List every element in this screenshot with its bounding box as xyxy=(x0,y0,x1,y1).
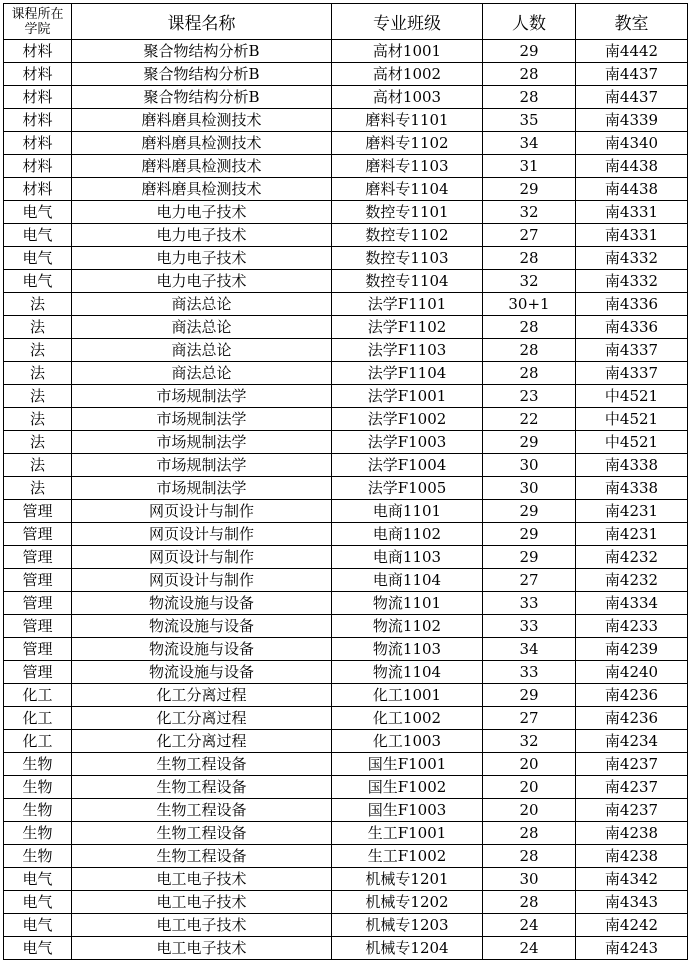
course-cell: 物流设施与设备 xyxy=(72,661,332,684)
count-cell: 33 xyxy=(483,615,576,638)
table-row xyxy=(4,385,688,408)
class-cell: 机械专1201 xyxy=(332,868,483,891)
college-cell: 材料 xyxy=(4,86,72,109)
college-cell: 法 xyxy=(4,477,72,500)
class-cell: 数控专1103 xyxy=(332,247,483,270)
count-cell: 27 xyxy=(483,224,576,247)
course-cell: 磨料磨具检测技术 xyxy=(72,155,332,178)
course-cell: 商法总论 xyxy=(72,362,332,385)
class-cell: 国生F1001 xyxy=(332,753,483,776)
college-cell: 法 xyxy=(4,293,72,316)
count-cell: 27 xyxy=(483,707,576,730)
table-row xyxy=(4,178,688,201)
room-cell: 南4238 xyxy=(576,845,688,868)
college-cell: 电气 xyxy=(4,914,72,937)
class-cell: 法学F1103 xyxy=(332,339,483,362)
college-cell: 管理 xyxy=(4,592,72,615)
table-row xyxy=(4,109,688,132)
table-row xyxy=(4,408,688,431)
count-cell: 29 xyxy=(483,523,576,546)
college-cell: 法 xyxy=(4,408,72,431)
table-row xyxy=(4,730,688,753)
college-cell: 法 xyxy=(4,385,72,408)
table-row xyxy=(4,362,688,385)
room-cell: 南4338 xyxy=(576,454,688,477)
college-cell: 电气 xyxy=(4,868,72,891)
college-cell: 管理 xyxy=(4,638,72,661)
course-cell: 电力电子技术 xyxy=(72,201,332,224)
college-cell: 管理 xyxy=(4,546,72,569)
header-college xyxy=(4,4,72,40)
table-row xyxy=(4,293,688,316)
course-cell: 电工电子技术 xyxy=(72,891,332,914)
room-cell: 南4332 xyxy=(576,270,688,293)
table-row xyxy=(4,937,688,960)
count-cell: 28 xyxy=(483,845,576,868)
college-cell: 材料 xyxy=(4,155,72,178)
college-cell: 电气 xyxy=(4,247,72,270)
room-cell: 南4238 xyxy=(576,822,688,845)
course-cell: 生物工程设备 xyxy=(72,753,332,776)
course-cell: 电工电子技术 xyxy=(72,937,332,960)
count-cell: 30 xyxy=(483,454,576,477)
college-cell: 材料 xyxy=(4,63,72,86)
class-cell: 高材1002 xyxy=(332,63,483,86)
table-row xyxy=(4,546,688,569)
count-cell: 28 xyxy=(483,86,576,109)
course-cell: 市场规制法学 xyxy=(72,385,332,408)
college-cell: 电气 xyxy=(4,224,72,247)
college-cell: 管理 xyxy=(4,661,72,684)
course-cell: 市场规制法学 xyxy=(72,454,332,477)
college-cell: 材料 xyxy=(4,40,72,63)
course-cell: 磨料磨具检测技术 xyxy=(72,178,332,201)
header-college-line1: 课程所在 xyxy=(11,6,64,22)
room-cell: 中4521 xyxy=(576,408,688,431)
course-cell: 化工分离过程 xyxy=(72,684,332,707)
class-cell: 法学F1102 xyxy=(332,316,483,339)
count-cell: 28 xyxy=(483,63,576,86)
class-cell: 物流1102 xyxy=(332,615,483,638)
course-cell: 生物工程设备 xyxy=(72,845,332,868)
table-row xyxy=(4,155,688,178)
college-cell: 法 xyxy=(4,316,72,339)
room-cell: 南4337 xyxy=(576,339,688,362)
room-cell: 南4336 xyxy=(576,316,688,339)
room-cell: 南4438 xyxy=(576,178,688,201)
room-cell: 中4521 xyxy=(576,385,688,408)
room-cell: 南4237 xyxy=(576,799,688,822)
count-cell: 24 xyxy=(483,937,576,960)
table-row xyxy=(4,845,688,868)
room-cell: 南4331 xyxy=(576,201,688,224)
college-cell: 生物 xyxy=(4,776,72,799)
room-cell: 南4243 xyxy=(576,937,688,960)
table-row xyxy=(4,707,688,730)
room-cell: 南4237 xyxy=(576,753,688,776)
table-row xyxy=(4,270,688,293)
college-cell: 电气 xyxy=(4,891,72,914)
college-cell: 法 xyxy=(4,431,72,454)
room-cell: 南4334 xyxy=(576,592,688,615)
header-course: 课程名称 xyxy=(72,4,332,40)
table-row xyxy=(4,638,688,661)
table-row xyxy=(4,40,688,63)
college-cell: 电气 xyxy=(4,937,72,960)
table-row xyxy=(4,431,688,454)
count-cell: 30 xyxy=(483,868,576,891)
table-row xyxy=(4,868,688,891)
class-cell: 生工F1001 xyxy=(332,822,483,845)
room-cell: 南4232 xyxy=(576,569,688,592)
class-cell: 磨料专1104 xyxy=(332,178,483,201)
header-college-line2: 学院 xyxy=(24,21,51,37)
class-cell: 磨料专1101 xyxy=(332,109,483,132)
course-cell: 商法总论 xyxy=(72,293,332,316)
count-cell: 23 xyxy=(483,385,576,408)
header-count: 人数 xyxy=(483,4,576,40)
class-cell: 数控专1102 xyxy=(332,224,483,247)
class-cell: 物流1101 xyxy=(332,592,483,615)
table-row xyxy=(4,914,688,937)
count-cell: 34 xyxy=(483,132,576,155)
count-cell: 31 xyxy=(483,155,576,178)
course-cell: 网页设计与制作 xyxy=(72,500,332,523)
college-cell: 化工 xyxy=(4,684,72,707)
course-cell: 电力电子技术 xyxy=(72,224,332,247)
course-cell: 商法总论 xyxy=(72,316,332,339)
count-cell: 32 xyxy=(483,201,576,224)
room-cell: 南4338 xyxy=(576,477,688,500)
table-row xyxy=(4,684,688,707)
table-row xyxy=(4,592,688,615)
count-cell: 35 xyxy=(483,109,576,132)
college-cell: 生物 xyxy=(4,845,72,868)
class-cell: 数控专1104 xyxy=(332,270,483,293)
class-cell: 法学F1101 xyxy=(332,293,483,316)
course-cell: 聚合物结构分析B xyxy=(72,63,332,86)
count-cell: 30+1 xyxy=(483,293,576,316)
room-cell: 南4331 xyxy=(576,224,688,247)
schedule-table xyxy=(3,3,688,960)
room-cell: 南4232 xyxy=(576,546,688,569)
course-cell: 化工分离过程 xyxy=(72,707,332,730)
room-cell: 南4237 xyxy=(576,776,688,799)
count-cell: 28 xyxy=(483,822,576,845)
class-cell: 高材1003 xyxy=(332,86,483,109)
college-cell: 生物 xyxy=(4,753,72,776)
room-cell: 中4521 xyxy=(576,431,688,454)
table-row xyxy=(4,615,688,638)
table-row xyxy=(4,86,688,109)
room-cell: 南4340 xyxy=(576,132,688,155)
class-cell: 高材1001 xyxy=(332,40,483,63)
header-row xyxy=(4,4,688,40)
college-cell: 化工 xyxy=(4,707,72,730)
class-cell: 化工1001 xyxy=(332,684,483,707)
course-cell: 物流设施与设备 xyxy=(72,592,332,615)
count-cell: 28 xyxy=(483,339,576,362)
count-cell: 28 xyxy=(483,247,576,270)
table-row xyxy=(4,201,688,224)
room-cell: 南4339 xyxy=(576,109,688,132)
table-row xyxy=(4,661,688,684)
count-cell: 27 xyxy=(483,569,576,592)
count-cell: 20 xyxy=(483,799,576,822)
course-cell: 物流设施与设备 xyxy=(72,615,332,638)
class-cell: 机械专1202 xyxy=(332,891,483,914)
count-cell: 29 xyxy=(483,40,576,63)
course-cell: 物流设施与设备 xyxy=(72,638,332,661)
course-cell: 电力电子技术 xyxy=(72,270,332,293)
course-cell: 电力电子技术 xyxy=(72,247,332,270)
count-cell: 22 xyxy=(483,408,576,431)
table-row xyxy=(4,523,688,546)
room-cell: 南4236 xyxy=(576,707,688,730)
count-cell: 29 xyxy=(483,500,576,523)
table-row xyxy=(4,776,688,799)
class-cell: 磨料专1103 xyxy=(332,155,483,178)
count-cell: 28 xyxy=(483,891,576,914)
room-cell: 南4234 xyxy=(576,730,688,753)
college-cell: 材料 xyxy=(4,178,72,201)
course-cell: 网页设计与制作 xyxy=(72,569,332,592)
count-cell: 28 xyxy=(483,362,576,385)
class-cell: 化工1003 xyxy=(332,730,483,753)
course-cell: 生物工程设备 xyxy=(72,822,332,845)
course-cell: 市场规制法学 xyxy=(72,408,332,431)
class-cell: 生工F1002 xyxy=(332,845,483,868)
room-cell: 南4240 xyxy=(576,661,688,684)
table-row xyxy=(4,316,688,339)
room-cell: 南4438 xyxy=(576,155,688,178)
room-cell: 南4437 xyxy=(576,86,688,109)
table-row xyxy=(4,500,688,523)
college-cell: 电气 xyxy=(4,270,72,293)
class-cell: 电商1103 xyxy=(332,546,483,569)
class-cell: 法学F1001 xyxy=(332,385,483,408)
college-cell: 生物 xyxy=(4,822,72,845)
table-row xyxy=(4,753,688,776)
header-room: 教室 xyxy=(576,4,688,40)
room-cell: 南4437 xyxy=(576,63,688,86)
class-cell: 法学F1004 xyxy=(332,454,483,477)
course-cell: 网页设计与制作 xyxy=(72,523,332,546)
room-cell: 南4239 xyxy=(576,638,688,661)
class-cell: 电商1101 xyxy=(332,500,483,523)
room-cell: 南4332 xyxy=(576,247,688,270)
table-row xyxy=(4,891,688,914)
course-cell: 磨料磨具检测技术 xyxy=(72,109,332,132)
class-cell: 电商1104 xyxy=(332,569,483,592)
college-cell: 电气 xyxy=(4,201,72,224)
class-cell: 法学F1002 xyxy=(332,408,483,431)
class-cell: 机械专1204 xyxy=(332,937,483,960)
college-cell: 管理 xyxy=(4,569,72,592)
count-cell: 29 xyxy=(483,431,576,454)
college-cell: 材料 xyxy=(4,109,72,132)
class-cell: 国生F1003 xyxy=(332,799,483,822)
table-row xyxy=(4,569,688,592)
count-cell: 20 xyxy=(483,776,576,799)
course-cell: 生物工程设备 xyxy=(72,776,332,799)
table-row xyxy=(4,822,688,845)
course-cell: 磨料磨具检测技术 xyxy=(72,132,332,155)
table-row xyxy=(4,132,688,155)
count-cell: 30 xyxy=(483,477,576,500)
table-row xyxy=(4,247,688,270)
count-cell: 20 xyxy=(483,753,576,776)
table-row xyxy=(4,339,688,362)
college-cell: 生物 xyxy=(4,799,72,822)
room-cell: 南4233 xyxy=(576,615,688,638)
room-cell: 南4342 xyxy=(576,868,688,891)
course-cell: 聚合物结构分析B xyxy=(72,86,332,109)
count-cell: 24 xyxy=(483,914,576,937)
class-cell: 电商1102 xyxy=(332,523,483,546)
course-cell: 电工电子技术 xyxy=(72,868,332,891)
room-cell: 南4336 xyxy=(576,293,688,316)
class-cell: 数控专1101 xyxy=(332,201,483,224)
course-cell: 市场规制法学 xyxy=(72,431,332,454)
course-cell: 聚合物结构分析B xyxy=(72,40,332,63)
class-cell: 法学F1003 xyxy=(332,431,483,454)
table-row xyxy=(4,799,688,822)
table-row xyxy=(4,224,688,247)
header-class: 专业班级 xyxy=(332,4,483,40)
course-cell: 市场规制法学 xyxy=(72,477,332,500)
college-cell: 材料 xyxy=(4,132,72,155)
table-row xyxy=(4,477,688,500)
count-cell: 29 xyxy=(483,684,576,707)
course-cell: 商法总论 xyxy=(72,339,332,362)
college-cell: 法 xyxy=(4,454,72,477)
class-cell: 法学F1104 xyxy=(332,362,483,385)
course-cell: 电工电子技术 xyxy=(72,914,332,937)
class-cell: 物流1104 xyxy=(332,661,483,684)
room-cell: 南4337 xyxy=(576,362,688,385)
count-cell: 32 xyxy=(483,270,576,293)
college-cell: 管理 xyxy=(4,615,72,638)
college-cell: 管理 xyxy=(4,500,72,523)
class-cell: 机械专1203 xyxy=(332,914,483,937)
table-row xyxy=(4,454,688,477)
college-cell: 化工 xyxy=(4,730,72,753)
count-cell: 32 xyxy=(483,730,576,753)
room-cell: 南4242 xyxy=(576,914,688,937)
college-cell: 法 xyxy=(4,339,72,362)
room-cell: 南4231 xyxy=(576,523,688,546)
table-row xyxy=(4,63,688,86)
count-cell: 29 xyxy=(483,546,576,569)
count-cell: 33 xyxy=(483,661,576,684)
room-cell: 南4442 xyxy=(576,40,688,63)
course-cell: 网页设计与制作 xyxy=(72,546,332,569)
class-cell: 磨料专1102 xyxy=(332,132,483,155)
count-cell: 34 xyxy=(483,638,576,661)
class-cell: 化工1002 xyxy=(332,707,483,730)
course-cell: 生物工程设备 xyxy=(72,799,332,822)
count-cell: 28 xyxy=(483,316,576,339)
room-cell: 南4236 xyxy=(576,684,688,707)
college-cell: 管理 xyxy=(4,523,72,546)
room-cell: 南4343 xyxy=(576,891,688,914)
class-cell: 物流1103 xyxy=(332,638,483,661)
class-cell: 国生F1002 xyxy=(332,776,483,799)
room-cell: 南4231 xyxy=(576,500,688,523)
count-cell: 33 xyxy=(483,592,576,615)
college-cell: 法 xyxy=(4,362,72,385)
class-cell: 法学F1005 xyxy=(332,477,483,500)
count-cell: 29 xyxy=(483,178,576,201)
course-cell: 化工分离过程 xyxy=(72,730,332,753)
